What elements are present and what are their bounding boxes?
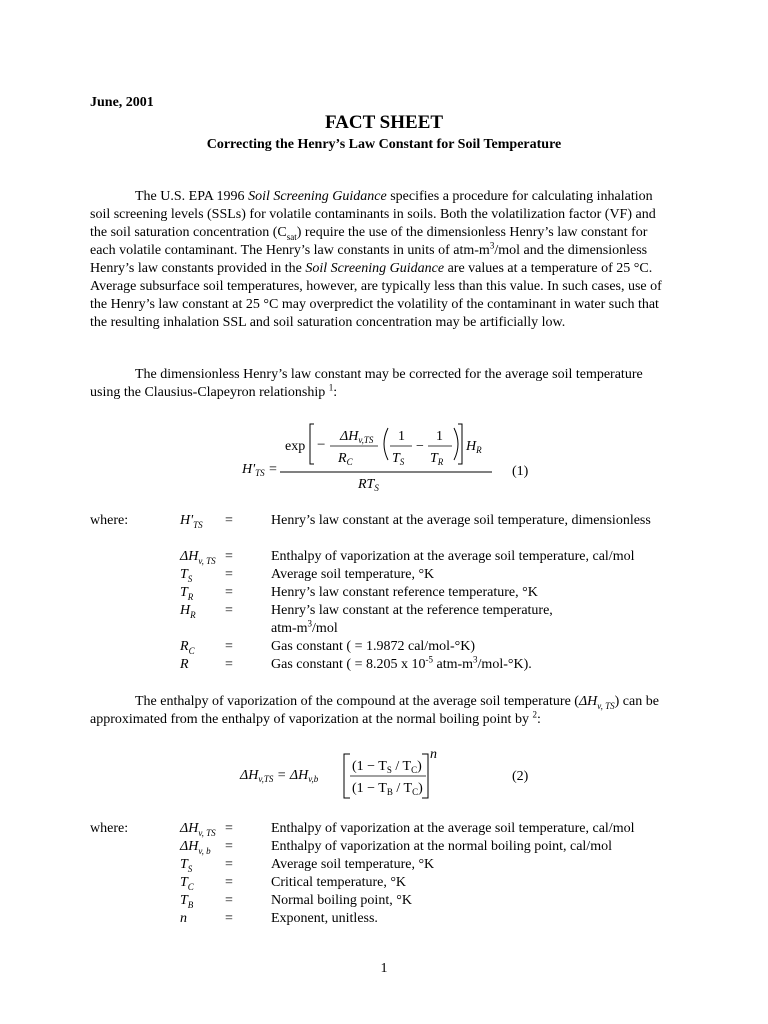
where-label: where:: [90, 513, 129, 528]
svg-text:(1 − TB / TC): $(1 - T_B / T_C)$: [352, 781, 423, 797]
equation-2-number: (2): [512, 769, 529, 784]
definition-row: R = Gas constant ( = 8.205 x $10^{-5}$ atm-$m^3/mol-^\circ K$).: [180, 654, 532, 672]
document-date: June, 2001: [90, 95, 154, 110]
equation-1-number: (1): [512, 464, 529, 479]
definition-row: $\Delta H_{v, TS}$ = Enthalpy of vaporization at the average soil temperature, cal/mol: [180, 549, 635, 566]
definition-row: $\Delta H_{v, b}$ = Enthalpy of vaporization at the normal boiling point, cal/mol: [180, 839, 612, 856]
definitions-list-1: [90, 512, 690, 674]
definition-row: $R_C$ = Gas constant ( = 1.9872 cal/mol-°K): [180, 639, 476, 656]
paragraph-enthalpy: The enthalpy of vaporization of the compound at the average soil temperature $(\Delta H_{v, TS})$ can be approximated from the enthalpy of vaporization at the normal boiling point by $^2$:: [90, 694, 659, 727]
page-number: 1: [380, 961, 388, 976]
paragraph-correction: The dimensionless Henry’s law constant may be corrected for the average soil temperature using the Clausius-Clapeyron relationship $^1$:: [90, 367, 643, 400]
page-subtitle: Correcting the Henry’s Law Constant for Soil Temperature: [206, 137, 562, 152]
paragraph-intro: The U.S. EPA 1996 Soil Screening Guidance specifies a procedure for calculating inhalation soil screening levels (SSLs) for volatile contaminants in soils. Both the volatilization factor (VF) and the soil saturation concentration $(C_{sat})$ require the use of the dimensionless Henry’s law constant for each volatile contaminant. The Henry’s law constants in units of atm-$m^3$/mol and the dimensionless Henry’s law constants provided in the Soil Screening Guidance are values at a temperature of 25 °C. Average subsurface soil temperatures, however, are typically less than this value. In such cases, use of the Henry’s law constant at 25 °C may overpredict the volatility of the contaminant in water such that the resulting inhalation SSL and soil saturation concentration may be artificially low.: [90, 189, 662, 330]
svg-text:1: 1: [436, 429, 443, 444]
svg-text:RC: $R_C$: [338, 451, 353, 467]
svg-text:H'TS =: $H'_{TS}$ =: [242, 462, 278, 478]
svg-text:−: −: [416, 439, 424, 454]
svg-text:HR: $H_R$: [466, 439, 482, 455]
svg-text:exp: exp: [285, 439, 306, 454]
definition-row: where: $\Delta H_{v, TS}$ = Enthalpy of vaporization at the average soil temperature, cal/mol: [90, 821, 635, 838]
svg-text:ΔHv,TS: $\Delta H_{v,TS}$: [340, 429, 374, 445]
definition-row: $T_R$ = Henry’s law constant reference temperature, °K: [180, 585, 538, 602]
definition-row: $T_C$ = Critical temperature, °K: [180, 875, 407, 892]
definition-row: $T_S$ = Average soil temperature, °K: [180, 857, 435, 874]
definition-row: $T_B$ = Normal boiling point, °K: [180, 893, 412, 910]
svg-text:TS: $T_S$: [392, 451, 405, 467]
svg-text:−: −: [317, 437, 326, 453]
definition-row: $T_S$ = Average soil temperature, °K: [180, 567, 435, 584]
svg-text:RTS: $RT_S$: [358, 477, 379, 493]
svg-text:1: 1: [398, 429, 405, 444]
definition-row: where: $H'_{TS}$ = Henry’s law constant at the average soil temperature, dimensionless: [90, 513, 651, 530]
where-label: where:: [90, 821, 129, 836]
svg-text:(1 − TS / TC): $(1 - T_S / T_C)$: [352, 759, 422, 775]
definition-row: $H_R$ = Henry’s law constant at the reference temperature, atm-$m^3$/mol: [180, 603, 553, 636]
equation-2: [230, 746, 550, 806]
definition-row: n = Exponent, unitless.: [180, 911, 378, 926]
definitions-list-2: [90, 820, 690, 928]
equation-1: [230, 418, 550, 498]
page-title: FACT SHEET: [324, 112, 444, 133]
svg-text:ΔHv,TS = ΔHv,b: $\Delta H_{v,TS} = \Delta H_{v,b}$: [240, 768, 319, 784]
svg-text:n: n: [430, 747, 437, 762]
svg-text:TR: $T_R$: [430, 451, 444, 467]
